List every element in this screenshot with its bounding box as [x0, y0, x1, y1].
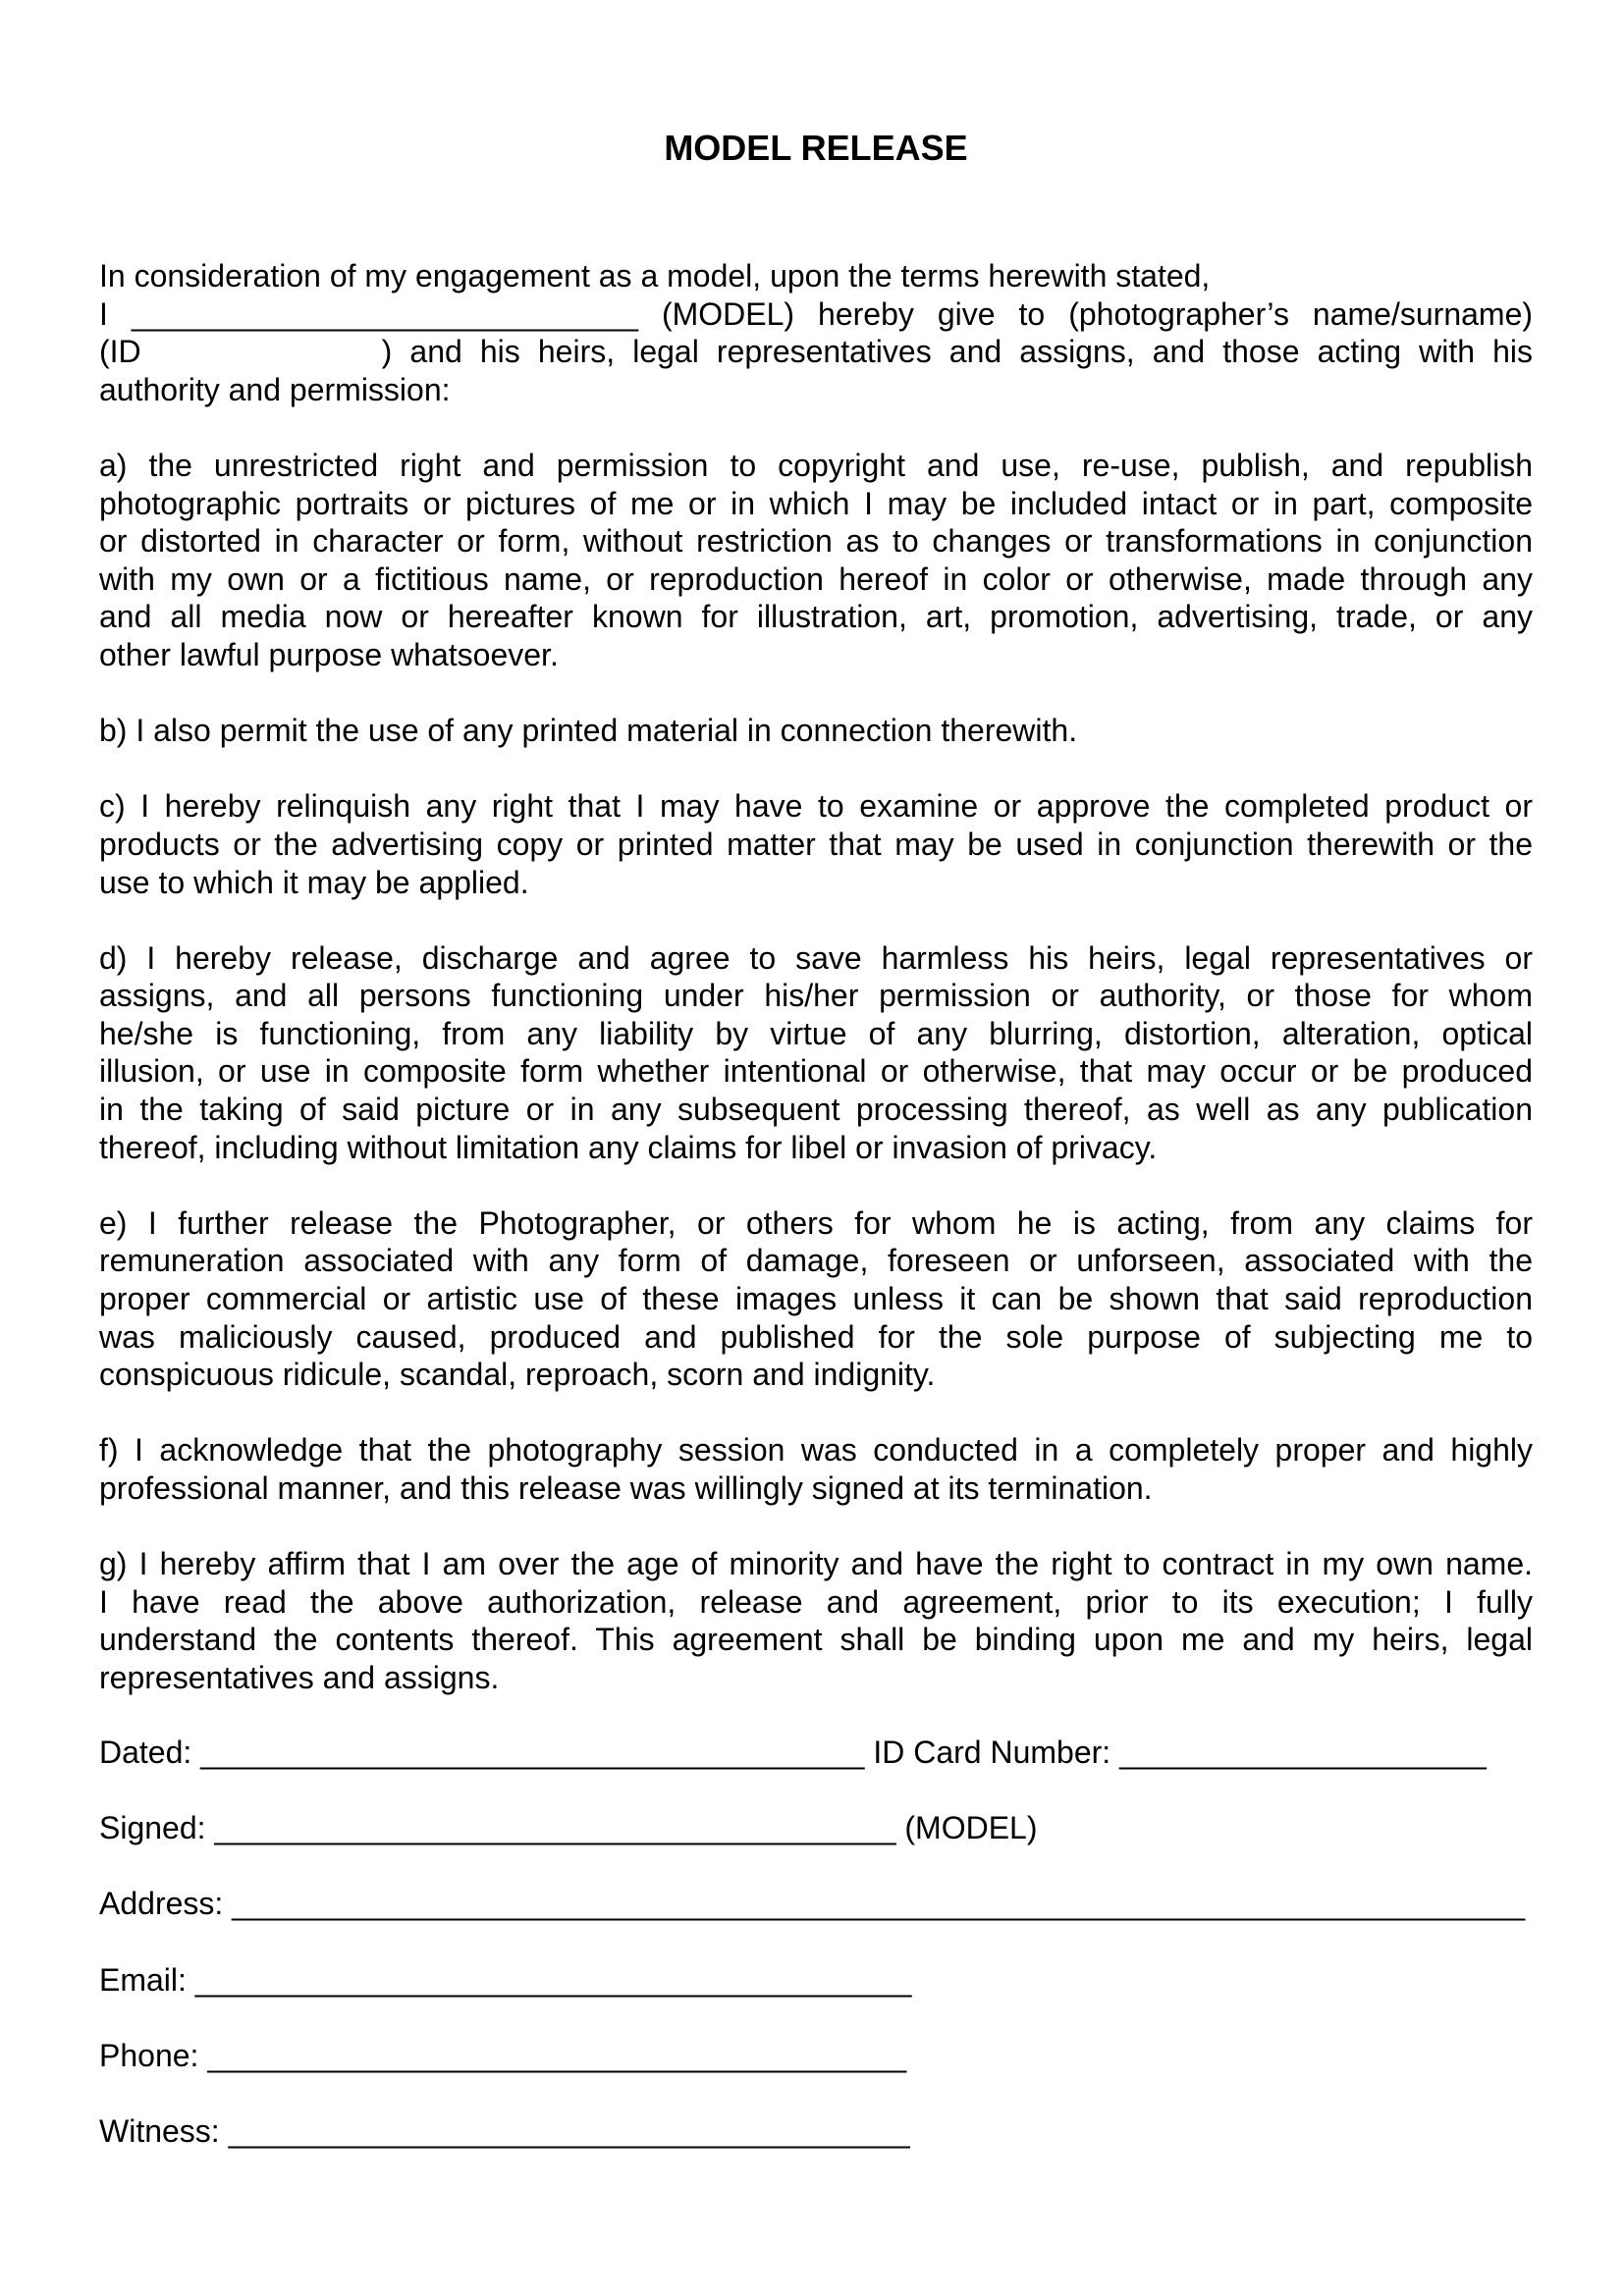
clause-line: products or the advertising copy or printed matter that may be used in conjunction therewith or the — [99, 826, 1533, 862]
clause-line: e) I further release the Photographer, or others for whom he is acting, from any claims for — [99, 1204, 1533, 1241]
clause-paragraph — [99, 1545, 1533, 1696]
intro-line-2-suffix: (MODEL) hereby give to (photographer’s name/surname) — [661, 295, 1534, 332]
signature-fields — [99, 1734, 1533, 2188]
clause-line: illusion, or use in composite form whether intentional or otherwise, that may occur or be produced — [99, 1053, 1533, 1090]
intro-line-1: In consideration of my engagement as a model, upon the terms herewith stated, — [99, 258, 1211, 294]
clauses — [99, 447, 1533, 1697]
signed-field[interactable]: Signed: _______________________________________ (MODEL) — [99, 1810, 1038, 1846]
intro-line-3 — [99, 333, 1533, 371]
clause-line: professional manner, and this release was willingly signed at its termination. — [99, 1470, 1153, 1506]
clause-line: thereof, including without limitation any claims for libel or invasion of privacy. — [99, 1129, 1158, 1165]
clause-line: in the taking of said picture or in any subsequent processing thereof, as well as any publication — [99, 1092, 1533, 1128]
clause-line: was maliciously caused, produced and published for the sole purpose of subjecting me to — [99, 1318, 1533, 1355]
clause-line: and all media now or hereafter known for illustration, art, promotion, advertising, trade, or any — [99, 599, 1533, 635]
document-title: MODEL RELEASE — [664, 128, 968, 168]
clause-line: with my own or a fictitious name, or reproduction hereof in color or otherwise, made through any — [99, 561, 1533, 597]
clause-line: or distorted in character or form, without restriction as to changes or transformations in conjunction — [99, 523, 1533, 560]
clause-line: other lawful purpose whatsoever. — [99, 636, 559, 672]
clause-line: assigns, and all persons functioning under his/her permission or authority, or those for whom — [99, 978, 1533, 1014]
clause-line: conspicuous ridicule, scandal, reproach, scorn and indignity. — [99, 1357, 936, 1393]
intro-line-3-suffix: ) and his heirs, legal representatives and assigns, and those acting with his — [381, 334, 1533, 370]
clause-line: remuneration associated with any form of damage, foreseen or unforseen, associated with the — [99, 1243, 1533, 1279]
intro-paragraph — [99, 257, 1533, 408]
dated-field[interactable]: Dated: ______________________________________ ID Card Number: _____________________ — [99, 1735, 1487, 1770]
clause-line: I have read the above authorization, release and agreement, prior to its execution; I fully — [99, 1583, 1533, 1620]
clause-line: a) the unrestricted right and permission to copyright and use, re-use, publish, and republish — [99, 447, 1533, 483]
clause-line: photographic portraits or pictures of me or in which I may be included intact or in part, composite — [99, 485, 1533, 521]
document-body — [99, 257, 1533, 1735]
clause-paragraph — [99, 939, 1533, 1167]
clause-line: use to which it may be applied. — [99, 864, 529, 900]
address-field[interactable]: Address: __________________________________________________________________________ — [99, 1886, 1526, 1922]
intro-line-3-prefix: (ID — [99, 334, 141, 370]
clause-line: f) I acknowledge that the photography session was conducted in a completely proper and highly — [99, 1432, 1533, 1468]
clause-paragraph — [99, 1431, 1533, 1507]
clause-paragraph — [99, 712, 1533, 750]
clause-paragraph — [99, 1204, 1533, 1394]
intro-line-4: authority and permission: — [99, 371, 451, 407]
clause-paragraph — [99, 787, 1533, 901]
witness-field[interactable]: Witness: _______________________________________ — [99, 2112, 910, 2149]
clause-paragraph — [99, 447, 1533, 674]
intro-line-2 — [99, 295, 1533, 334]
intro-line-2-prefix: I — [99, 295, 108, 332]
clause-line: representatives and assigns. — [99, 1659, 500, 1695]
clause-line: proper commercial or artistic use of these images unless it can be shown that said reproduction — [99, 1281, 1533, 1317]
clause-line: g) I hereby affirm that I am over the age of minority and have the right to contract in my own name. — [99, 1546, 1533, 1582]
phone-field[interactable]: Phone: ________________________________________ — [99, 2037, 907, 2073]
clause-line: b) I also permit the use of any printed material in connection therewith. — [99, 713, 1078, 749]
clause-line: d) I hereby release, discharge and agree to save harmless his heirs, legal representatives or — [99, 939, 1533, 976]
clause-line: he/she is functioning, from any liability by virtue of any blurring, distortion, alteration, optical — [99, 1015, 1533, 1051]
model-name-blank: _____________________________ — [131, 295, 638, 332]
clause-line: understand the contents thereof. This agreement shall be binding upon me and my heirs, legal — [99, 1622, 1533, 1658]
clause-line: c) I hereby relinquish any right that I may have to examine or approve the completed product or — [99, 788, 1533, 825]
email-field[interactable]: Email: _________________________________________ — [99, 1961, 912, 1998]
